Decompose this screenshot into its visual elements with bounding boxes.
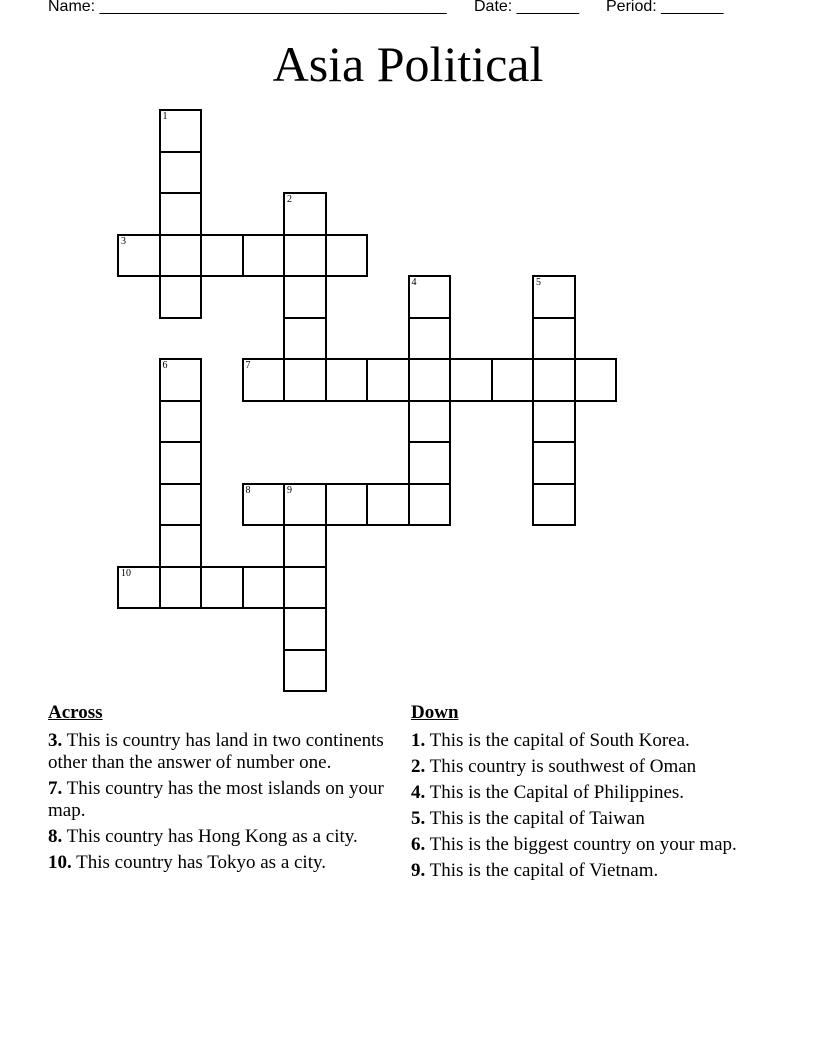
clue-across-8 [48, 826, 388, 848]
grid-cell[interactable] [532, 483, 576, 527]
cell-number: 5 [536, 277, 541, 288]
clue-number: 1. [411, 730, 426, 751]
clue-across-7 [48, 778, 388, 822]
grid-cell[interactable] [117, 234, 161, 278]
name-field[interactable]: Name: _______________________________________ [48, 0, 447, 15]
cell-number: 10 [121, 567, 131, 579]
clue-number: 5. [411, 808, 426, 829]
clue-number: 3. [48, 730, 63, 751]
cell-number: 2 [287, 194, 292, 205]
clue-down-1 [411, 730, 751, 752]
grid-cell[interactable] [325, 483, 369, 527]
grid-cell[interactable] [532, 275, 576, 319]
date-field[interactable]: Date: _______ [474, 0, 579, 15]
clue-text: This is the capital of Vietnam. [425, 860, 659, 881]
clue-across-10 [48, 852, 388, 874]
clue-number: 7. [48, 778, 63, 799]
grid-cell[interactable] [117, 566, 161, 610]
clue-text: This is the Capital of Philippines. [425, 782, 685, 803]
cell-number: 9 [287, 484, 292, 496]
grid-cell[interactable] [408, 400, 452, 444]
grid-cell[interactable] [283, 192, 327, 236]
grid-cell[interactable] [242, 566, 286, 610]
grid-cell[interactable] [283, 566, 327, 610]
grid-cell[interactable] [159, 566, 203, 610]
grid-cell[interactable] [159, 358, 203, 402]
cell-number: 4 [411, 277, 417, 288]
clue-text: This country has Tokyo as a city. [71, 852, 327, 873]
clue-text: This is the capital of South Korea. [425, 730, 690, 751]
grid-cell[interactable] [325, 358, 369, 402]
grid-cell[interactable] [159, 192, 203, 236]
clue-down-9 [411, 860, 751, 882]
grid-cell[interactable] [325, 234, 369, 278]
clue-text: This is country has land in two continents other than the answer of number one. [48, 730, 384, 773]
clue-text: This is the capital of Taiwan [425, 808, 645, 829]
grid-cell[interactable] [532, 317, 576, 361]
clue-number: 9. [411, 860, 426, 881]
grid-cell[interactable] [491, 358, 535, 402]
grid-cell[interactable] [283, 234, 327, 278]
grid-cell[interactable] [242, 358, 286, 402]
grid-cell[interactable] [283, 524, 327, 568]
cell-number: 8 [245, 484, 251, 496]
clue-text: This country has the most islands on your map. [48, 778, 384, 821]
grid-cell[interactable] [159, 524, 203, 568]
grid-cell[interactable] [159, 441, 203, 485]
down-clues [411, 702, 751, 886]
clue-across-3 [48, 730, 388, 774]
grid-cell[interactable] [159, 400, 203, 444]
clue-number: 4. [411, 782, 426, 803]
grid-cell[interactable] [408, 483, 452, 527]
grid-cell[interactable] [283, 317, 327, 361]
grid-cell[interactable] [283, 607, 327, 651]
grid-cell[interactable] [159, 275, 203, 319]
grid-cell[interactable] [408, 441, 452, 485]
grid-cell[interactable] [366, 483, 410, 527]
grid-cell[interactable] [532, 441, 576, 485]
clue-number: 6. [411, 834, 426, 855]
across-clues [48, 702, 388, 878]
cell-number: 6 [162, 360, 168, 371]
grid-cell[interactable] [574, 358, 618, 402]
clue-down-2 [411, 756, 751, 778]
clue-number: 8. [48, 826, 63, 847]
grid-cell[interactable] [408, 275, 452, 319]
clue-text: This country has Hong Kong as a city. [62, 826, 358, 847]
grid-cell[interactable] [242, 234, 286, 278]
grid-cell[interactable] [283, 483, 327, 527]
grid-cell[interactable] [449, 358, 493, 402]
clue-down-5 [411, 808, 751, 830]
grid-cell[interactable] [532, 400, 576, 444]
grid-cell[interactable] [159, 234, 203, 278]
cell-number: 3 [121, 235, 126, 247]
grid-cell[interactable] [283, 275, 327, 319]
cell-number: 7 [245, 360, 251, 371]
across-heading: Across [48, 702, 103, 723]
clue-down-4 [411, 782, 751, 804]
grid-cell[interactable] [159, 483, 203, 527]
grid-cell[interactable] [200, 234, 244, 278]
period-field[interactable]: Period: _______ [606, 0, 724, 15]
clue-text: This country is southwest of Oman [425, 756, 697, 777]
grid-cell[interactable] [408, 358, 452, 402]
page-title: Asia Political [272, 36, 544, 92]
grid-cell[interactable] [408, 317, 452, 361]
down-heading: Down [411, 702, 459, 723]
grid-cell[interactable] [200, 566, 244, 610]
clue-number: 10. [48, 852, 72, 873]
grid-cell[interactable] [242, 483, 286, 527]
grid-cell[interactable] [159, 109, 203, 153]
grid-cell[interactable] [283, 649, 327, 693]
cell-number: 1 [162, 111, 168, 122]
grid-cell[interactable] [366, 358, 410, 402]
grid-cell[interactable] [159, 151, 203, 195]
grid-cell[interactable] [532, 358, 576, 402]
grid-cell[interactable] [283, 358, 327, 402]
clue-down-6 [411, 834, 751, 856]
clue-number: 2. [411, 756, 426, 777]
clue-text: This is the biggest country on your map. [425, 834, 737, 855]
